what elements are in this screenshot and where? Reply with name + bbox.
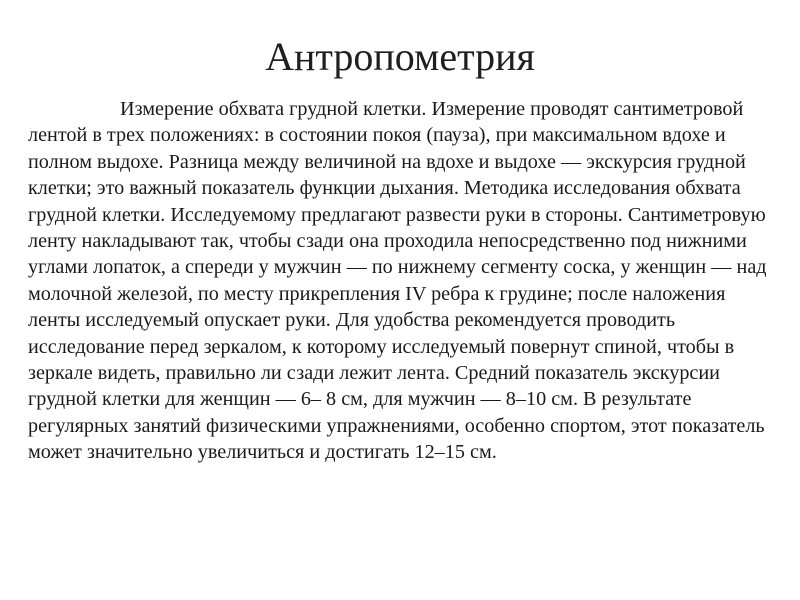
slide-title: Антропометрия — [265, 34, 535, 79]
slide-body-text: Измерение обхвата грудной клетки. Измерение проводят сантиметровой лентой в трех положениях: в состоянии покоя (пауза), при максимальном вдохе и полном выдохе. Разница между величиной на вдохе и выдохе — экскурсия грудной клетки; это важный показатель функции дыхания. Методика исследования обхвата грудной клетки. Исследуемому предлагают развести руки в стороны. Сантиметровую ленту накладывают так, чтобы сзади она проходила непосредственно под нижними углами лопаток, а спереди у мужчин — по нижнему сегменту соска, у женщин — над молочной железой, по месту прикрепления IV ребра к грудине; после наложения ленты исследуемый опускает руки. Для удобства рекомендуется проводить исследование перед зеркалом, к которому исследуемый повернут спиной, чтобы в зеркале видеть, правильно ли сзади лежит лента. Средний показатель экскурсии грудной клетки для женщин — 6– 8 см, для мужчин — 8–10 см. В результате регулярных занятий физическими упражнениями, особенно спортом, этот показатель может значительно увеличиться и достигать 12–15 см. — [28, 98, 767, 464]
